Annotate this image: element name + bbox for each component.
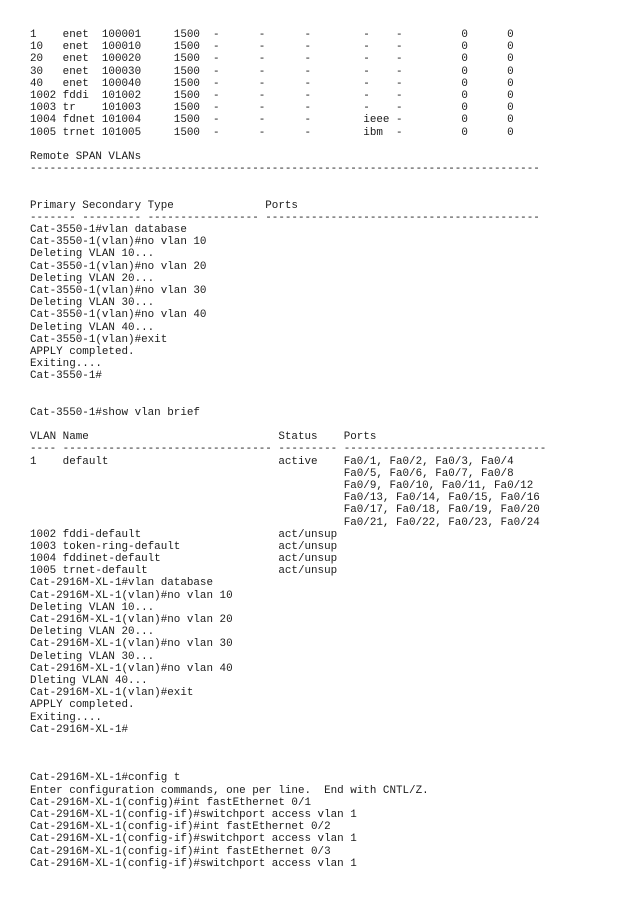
transcript-line: 1005 trnet-default act/unsup xyxy=(30,565,338,578)
transcript-line: Deleting VLAN 30... xyxy=(30,297,155,310)
terminal-transcript xyxy=(30,29,546,870)
transcript-line: Cat-2916M-XL-1(config-if)#switchport access vlan 1 xyxy=(30,857,357,870)
transcript-line: Deleting VLAN 30... xyxy=(30,650,155,663)
transcript-line: Cat-3550-1(vlan)#no vlan 40 xyxy=(30,309,207,322)
transcript-line xyxy=(30,736,546,748)
transcript-line: Dleting VLAN 40... xyxy=(30,674,148,687)
transcript-line: 10 enet 100010 1500 - - - - - 0 0 xyxy=(30,41,514,54)
transcript-line xyxy=(30,748,546,760)
transcript-line: Cat-2916M-XL-1(config-if)#switchport access vlan 1 xyxy=(30,809,357,821)
transcript-line: ---- -------------------------------- --------- ------------------------------- xyxy=(30,443,547,456)
transcript-line: 1004 fdnet 101004 1500 - - - ieee - 0 0 xyxy=(30,114,514,127)
transcript-line: Cat-2916M-XL-1(config-if)#int fastEthernet 0/2 xyxy=(30,821,331,834)
transcript-line: Cat-2916M-XL-1(vlan)#exit xyxy=(30,687,194,700)
transcript-line: Deleting VLAN 10... xyxy=(30,601,155,614)
transcript-line: Fa0/17, Fa0/18, Fa0/19, Fa0/20 xyxy=(30,504,540,517)
transcript-line: VLAN Name Status Ports xyxy=(30,431,377,444)
transcript-line: Cat-3550-1#show vlan brief xyxy=(30,406,200,419)
transcript-line: Primary Secondary Type Ports xyxy=(30,199,298,212)
transcript-line: 1 default active Fa0/1, Fa0/2, Fa0/3, Fa0/4 xyxy=(30,455,514,468)
transcript-line: ------- --------- ----------------- ------------------------------------------ xyxy=(30,211,540,224)
transcript-line xyxy=(30,382,546,394)
transcript-line: Cat-3550-1# xyxy=(30,370,102,383)
transcript-line xyxy=(30,419,546,431)
transcript-line: 1 enet 100001 1500 - - - - - 0 0 xyxy=(30,29,514,41)
transcript-line: Exiting.... xyxy=(30,358,102,371)
transcript-line: 20 enet 100020 1500 - - - - - 0 0 xyxy=(30,53,514,66)
transcript-line: Cat-3550-1(vlan)#no vlan 30 xyxy=(30,284,207,297)
transcript-line: Fa0/13, Fa0/14, Fa0/15, Fa0/16 xyxy=(30,492,540,505)
transcript-line: Cat-2916M-XL-1#config t xyxy=(30,772,181,785)
transcript-line: Deleting VLAN 40... xyxy=(30,321,155,334)
transcript-line: Enter configuration commands, one per line. End with CNTL/Z. xyxy=(30,784,429,797)
transcript-line xyxy=(30,187,546,199)
transcript-line: 1002 fddi 101002 1500 - - - - - 0 0 xyxy=(30,89,514,102)
transcript-line: Cat-3550-1(vlan)#no vlan 10 xyxy=(30,236,207,249)
transcript-line: 1003 tr 101003 1500 - - - - - 0 0 xyxy=(30,102,514,115)
transcript-line: Cat-2916M-XL-1#vlan database xyxy=(30,577,213,590)
transcript-line: 1003 token-ring-default act/unsup xyxy=(30,540,338,553)
transcript-line: 40 enet 100040 1500 - - - - - 0 0 xyxy=(30,77,514,90)
transcript-line: 1005 trnet 101005 1500 - - - ibm - 0 0 xyxy=(30,126,514,139)
transcript-line: Cat-3550-1#vlan database xyxy=(30,224,187,236)
transcript-line: Cat-3550-1(vlan)#no vlan 20 xyxy=(30,260,207,273)
transcript-line: Fa0/5, Fa0/6, Fa0/7, Fa0/8 xyxy=(30,467,514,480)
transcript-line xyxy=(30,760,546,772)
transcript-line: Remote SPAN VLANs xyxy=(30,150,142,163)
transcript-line: Cat-2916M-XL-1(config-if)#int fastEthernet 0/3 xyxy=(30,845,331,858)
transcript-line: Exiting.... xyxy=(30,711,102,724)
transcript-line xyxy=(30,395,546,407)
transcript-line: 30 enet 100030 1500 - - - - - 0 0 xyxy=(30,65,514,78)
transcript-line: Cat-2916M-XL-1(vlan)#no vlan 10 xyxy=(30,589,233,602)
transcript-line: Cat-2916M-XL-1(config)#int fastEthernet 0/1 xyxy=(30,796,312,809)
transcript-line: Cat-2916M-XL-1(vlan)#no vlan 30 xyxy=(30,638,233,651)
transcript-line: Cat-3550-1(vlan)#exit xyxy=(30,333,168,346)
transcript-line: Cat-2916M-XL-1(config-if)#switchport access vlan 1 xyxy=(30,833,357,846)
transcript-line: 1004 fddinet-default act/unsup xyxy=(30,553,338,566)
transcript-line xyxy=(30,175,546,187)
transcript-line: Fa0/9, Fa0/10, Fa0/11, Fa0/12 xyxy=(30,479,534,492)
transcript-line: 1002 fddi-default act/unsup xyxy=(30,528,338,541)
transcript-line: Cat-2916M-XL-1(vlan)#no vlan 40 xyxy=(30,662,233,675)
transcript-line: Cat-2916M-XL-1(vlan)#no vlan 20 xyxy=(30,614,233,626)
transcript-line: APPLY completed. xyxy=(30,345,135,358)
transcript-line: Cat-2916M-XL-1# xyxy=(30,723,129,736)
transcript-line xyxy=(30,139,546,151)
transcript-line: Fa0/21, Fa0/22, Fa0/23, Fa0/24 xyxy=(30,516,540,529)
transcript-line: ------------------------------------------------------------------------------ xyxy=(30,163,540,176)
transcript-line: Deleting VLAN 20... xyxy=(30,272,155,285)
transcript-line: Deleting VLAN 10... xyxy=(30,248,155,261)
transcript-line: Deleting VLAN 20... xyxy=(30,626,155,639)
transcript-line: APPLY completed. xyxy=(30,699,135,712)
